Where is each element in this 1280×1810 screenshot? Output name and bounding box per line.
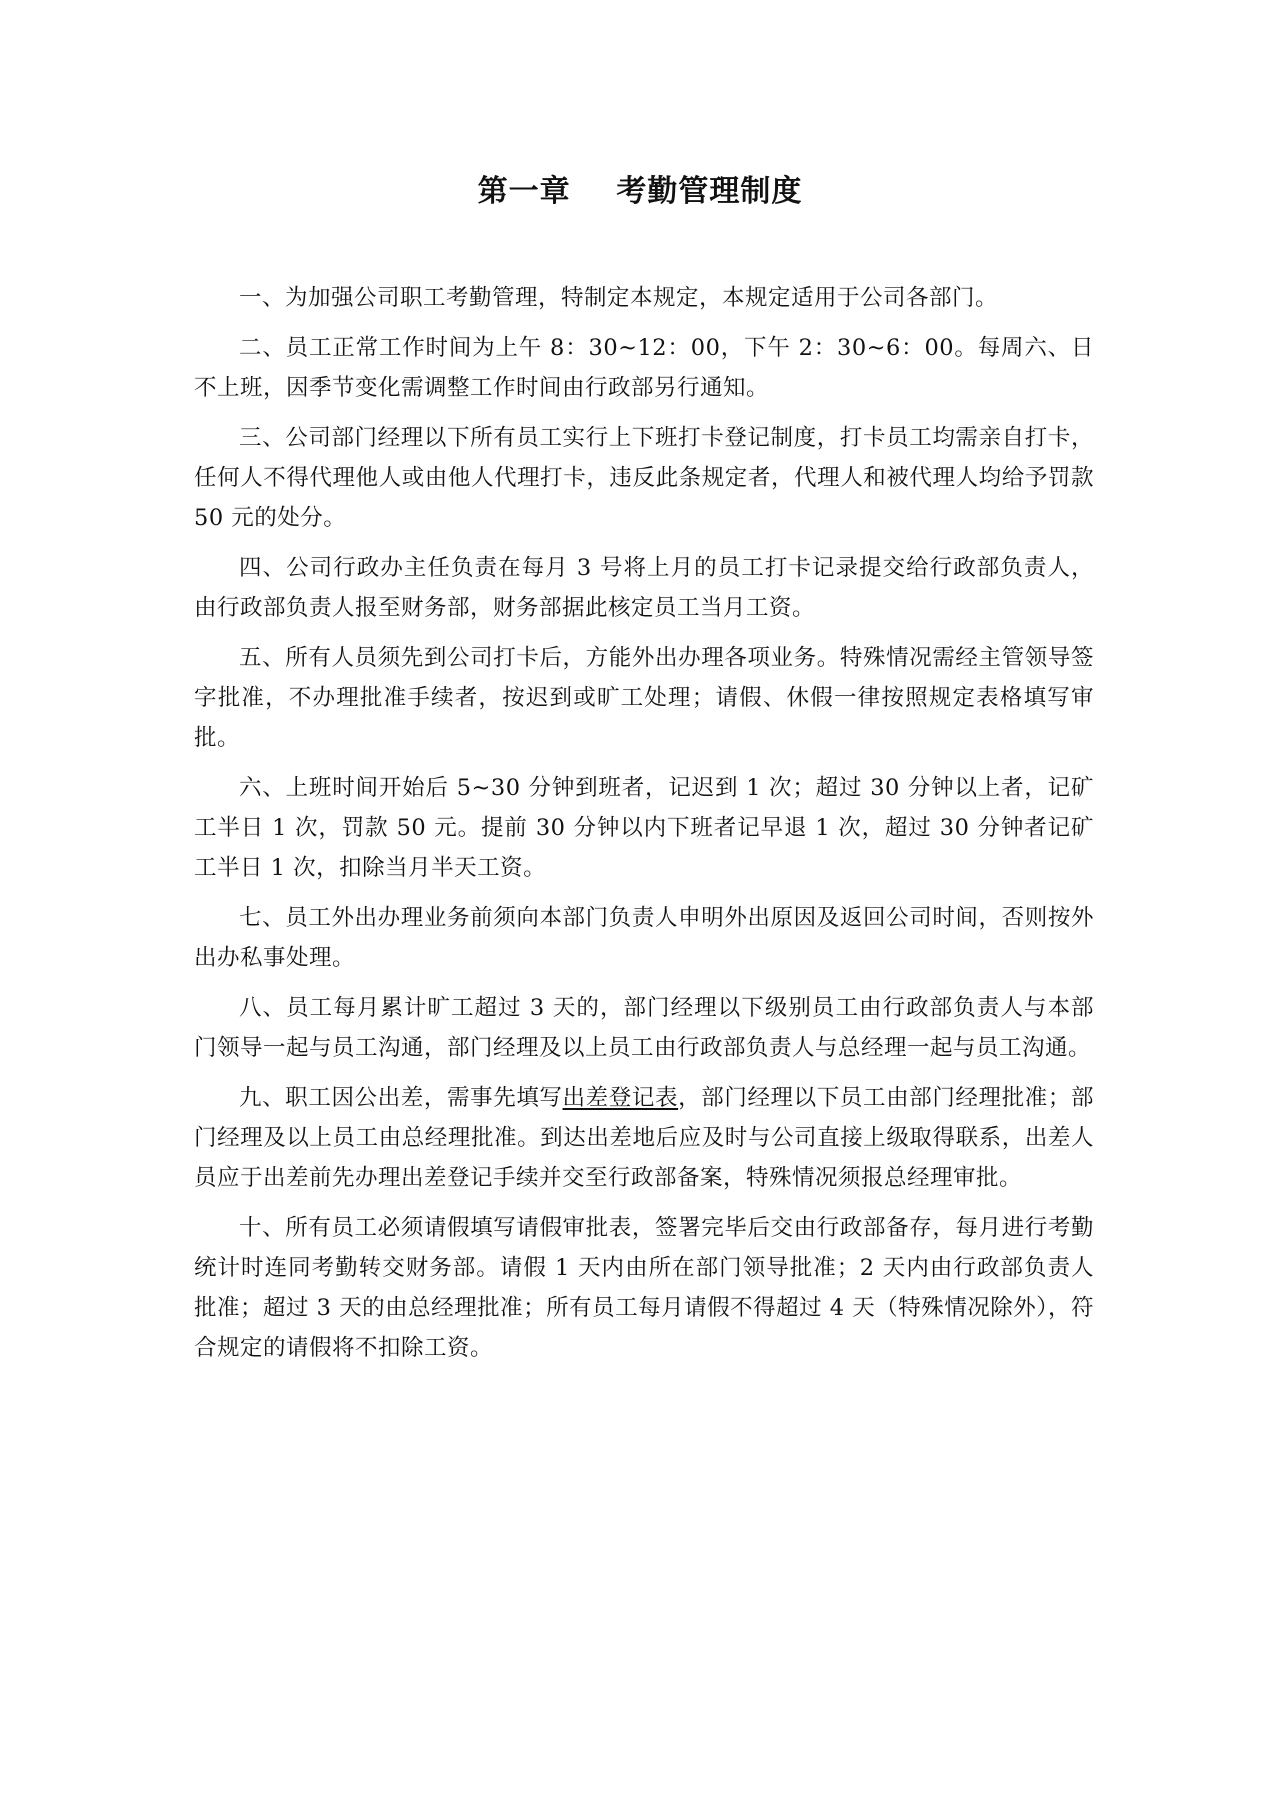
article-10: 十、所有员工必须请假填写请假审批表，签署完毕后交由行政部备存，每月进行考勤统计时连同考勤转交财务部。请假 1 天内由所在部门领导批准；2 天内由行政部负责人批准；超过 3 天的由总经理批准；所有员工每月请假不得超过 4 天（特殊情况除外），符合规定的请假将不扣除工资。 (194, 1215, 1094, 1361)
article-9-lead: 九、职工因公出差，需事先填写 (239, 1085, 563, 1111)
article-6: 六、上班时间开始后 5~30 分钟到班者，记迟到 1 次；超过 30 分钟以上者，记矿工半日 1 次，罚款 50 元。提前 30 分钟以内下班者记早退 1 次，超过 30 分钟者记矿工半日 1 次，扣除当月半天工资。 (194, 775, 1094, 881)
article-4: 四、公司行政办主任负责在每月 3 号将上月的员工打卡记录提交给行政部负责人，由行政部负责人报至财务部，财务部据此核定员工当月工资。 (194, 555, 1094, 621)
chapter-title: 第一章 考勤管理制度 (477, 174, 803, 209)
article-7: 七、员工外出办理业务前须向本部门负责人申明外出原因及返回公司时间，否则按外出办私事处理。 (194, 905, 1094, 971)
article-9 (194, 1078, 1094, 1198)
article-3: 三、公司部门经理以下所有员工实行上下班打卡登记制度，打卡员工均需亲自打卡，任何人不得代理他人或由他人代理打卡，违反此条规定者，代理人和被代理人均给予罚款 50 元的处分。 (194, 425, 1094, 531)
travel-registration-form-link[interactable]: 出差登记表 (562, 1085, 679, 1111)
article-2: 二、员工正常工作时间为上午 8：30~12：00，下午 2：30~6：00。每周六、日不上班，因季节变化需调整工作时间由行政部另行通知。 (194, 335, 1094, 401)
article-5: 五、所有人员须先到公司打卡后，方能外出办理各项业务。特殊情况需经主管领导签字批准，不办理批准手续者，按迟到或旷工处理；请假、休假一律按照规定表格填写审批。 (194, 645, 1094, 751)
article-8: 八、员工每月累计旷工超过 3 天的，部门经理以下级别员工由行政部负责人与本部门领导一起与员工沟通，部门经理及以上员工由行政部负责人与总经理一起与员工沟通。 (194, 995, 1094, 1061)
document-body (194, 278, 1094, 1378)
article-1: 一、为加强公司职工考勤管理，特制定本规定，本规定适用于公司各部门。 (239, 285, 999, 311)
article-9-rest: ，部门经理以下员工由部门经理批准；部门经理及以上员工由总经理批准。到达出差地后应及时与公司直接上级取得联系，出差人员应于出差前先办理出差登记手续并交至行政部备案，特殊情况须报总经理审批。 (194, 1085, 1094, 1191)
